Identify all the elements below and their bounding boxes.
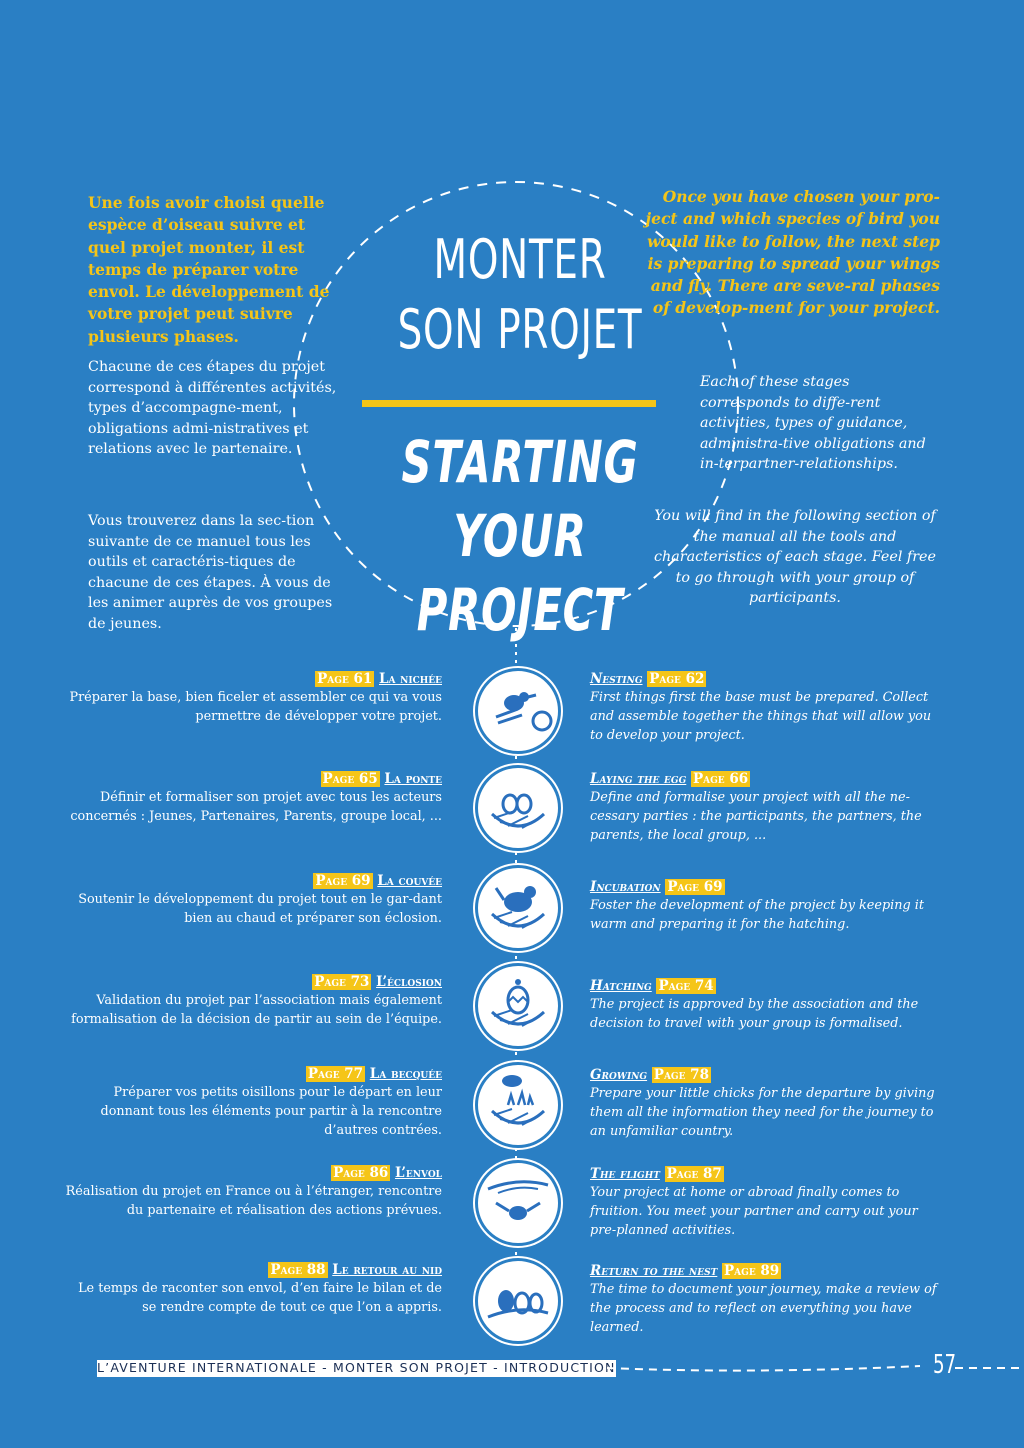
stage-en-page-badge[interactable]: Page 89 [724,1263,780,1279]
stage-fr-description: Soutenir le développement du projet tout en le gar-dant bien au chaud et préparer son éclosion. [78,892,442,926]
hatching-chick-icon [475,963,561,1049]
intro-en-paragraph-1: Each of these stages corresponds to diffe-rent activities, types of guidance, administra-tive obligations and in-terpartner-relationships. [700,374,926,473]
stage-en-heading [590,1262,940,1280]
stage-fr-4 [62,973,442,1029]
stage-fr-2 [62,770,442,826]
stage-fr-heading [62,670,442,688]
stage-en-title: The flight [590,1166,660,1182]
stage-fr-description: Préparer la base, bien ficeler et assembler ce qui va vous permettre de développer votre projet. [69,690,442,724]
stage-en-title: Laying the egg [590,771,687,787]
stage-en-description: Define and formalise your project with all the ne-cessary parties : the participants, the partners, the parents, the local group, ... [590,790,922,843]
intro-fr-lead: Une fois avoir choisi quelle espèce d’oiseau suivre et quel projet monter, il est temps de préparer votre envol. Le développement de votre projet peut suivre plusieurs phases. [88,193,330,346]
stage-en-title: Hatching [590,978,652,994]
stage-en-4 [590,977,940,1033]
stage-fr-6 [62,1164,442,1220]
eggs-in-nest-icon [475,765,561,851]
stage-fr-description: Réalisation du projet en France ou à l’étranger, rencontre du partenaire et réalisation des actions prévues. [65,1184,442,1218]
stage-fr-description: Validation du projet par l’association mais également formalisation de la décision de partir au sein de l’équipe. [71,993,442,1027]
stage-en-description: Foster the development of the project by keeping it warm and preparing it for the hatching. [590,898,924,932]
stage-en-page-badge[interactable]: Page 74 [658,978,714,994]
stage-fr-page-badge[interactable]: Page 65 [322,771,378,787]
stage-en-heading [590,878,940,896]
bird-flying-icon [475,1160,561,1246]
stage-en-7 [590,1262,940,1337]
stage-en-title: Growing [590,1067,648,1083]
stage-fr-page-badge[interactable]: Page 77 [307,1066,364,1082]
stage-en-description: The project is approved by the association and the decision to travel with your group is formalised. [590,997,919,1031]
stage-en-page-badge[interactable]: Page 62 [649,671,705,687]
stage-fr-page-badge[interactable]: Page 86 [333,1165,389,1181]
stage-en-3 [590,878,940,934]
stage-en-2 [590,770,940,845]
stage-fr-title: L’éclosion [376,974,442,990]
stage-en-description: Prepare your little chicks for the departure by giving them all the information they need for the journey to an unfamiliar country. [590,1086,935,1139]
stage-fr-3 [62,872,442,928]
stage-fr-description: Préparer vos petits oisillons pour le départ en leur donnant tous les éléments pour partir à la rencontre d’autres contrées. [100,1085,442,1138]
stage-fr-title: La becquée [369,1066,442,1082]
stage-en-page-badge[interactable]: Page 87 [666,1166,722,1182]
stage-fr-heading [62,973,442,991]
stage-en-title: Return to the nest [590,1263,718,1279]
stage-fr-title: La nichée [379,671,442,687]
stage-fr-description: Définir et formaliser son projet avec tous les acteurs concernés : Jeunes, Partenaires, Parents, groupe local, ... [70,790,442,824]
stage-en-heading [590,1066,940,1084]
stage-fr-1 [62,670,442,726]
intro-en-lead: Once you have chosen your pro-ject and which species of bird you would like to follow, the next step is preparing to spread your wings and fly. There are seve-ral phases of develop-ment for your project. [645,187,940,318]
stage-fr-heading [62,770,442,788]
stage-en-heading [590,1165,940,1183]
stage-en-description: The time to document your journey, make a review of the process and to reflect on everything you have learned. [590,1282,937,1335]
stage-fr-page-badge[interactable]: Page 69 [315,873,371,889]
stage-en-5 [590,1066,940,1141]
stage-fr-7 [62,1261,442,1317]
stage-fr-title: La couvée [377,873,442,889]
nest-building-bird-icon [475,668,561,754]
page-title-en: STARTING YOUR PROJECT [401,428,639,644]
footer-dashed-line [605,1360,1024,1380]
bird-brooding-icon [475,865,561,951]
stage-en-heading [590,670,940,688]
stage-en-description: Your project at home or abroad finally comes to fruition. You meet your partner and carry out your pre-planned activities. [590,1185,918,1238]
intro-fr-paragraph-1: Chacune de ces étapes du projet correspond à différentes activités, types d’accompagne-ment, obligations admi-nistratives et relations avec le partenaire. [88,359,337,458]
stage-fr-heading [62,1164,442,1182]
intro-en-paragraph-2: You will find in the following section of the manual all the tools and characteristics of each stage. Feel free to go through with your group of participants. [654,508,936,607]
title-divider [362,400,656,407]
intro-fr-paragraph-2: Vous trouverez dans la sec-tion suivante de ce manuel tous les outils et caractéris-tiques de chacune de ces étapes. À vous de les animer auprès de vos groupes de jeunes. [88,513,333,632]
stage-en-6 [590,1165,940,1240]
stage-en-1 [590,670,940,745]
stage-en-page-badge[interactable]: Page 78 [653,1067,709,1083]
stage-en-title: Incubation [590,879,661,895]
stage-fr-title: La ponte [384,771,442,787]
stage-fr-title: L’envol [394,1165,442,1181]
page-number: 57 [932,1350,957,1380]
stage-fr-page-badge[interactable]: Page 88 [270,1262,326,1278]
stage-en-title: Nesting [590,671,643,687]
feeding-chicks-icon [475,1062,561,1148]
stage-fr-page-badge[interactable]: Page 73 [314,974,370,990]
birds-on-branch-icon [475,1258,561,1344]
stage-en-description: First things first the base must be prepared. Collect and assemble together the things that will allow you to develop your project. [590,690,932,743]
stage-en-page-badge[interactable]: Page 69 [667,879,723,895]
stage-fr-description: Le temps de raconter son envol, d’en faire le bilan et de se rendre compte de tout ce que l’on a appris. [78,1281,442,1315]
stage-en-heading [590,770,940,788]
footer-running-title: L’AVENTURE INTERNATIONALE - MONTER SON PROJET - INTRODUCTION [97,1360,616,1375]
stage-en-heading [590,977,940,995]
stage-fr-title: Le retour au nid [332,1262,442,1278]
stage-fr-heading [62,1261,442,1279]
stage-en-page-badge[interactable]: Page 66 [692,771,749,787]
stage-fr-page-badge[interactable]: Page 61 [317,671,373,687]
stage-fr-heading [62,1065,442,1083]
stage-fr-5 [62,1065,442,1140]
page-title-fr: MONTER SON PROJET [397,228,643,361]
stage-fr-heading [62,872,442,890]
